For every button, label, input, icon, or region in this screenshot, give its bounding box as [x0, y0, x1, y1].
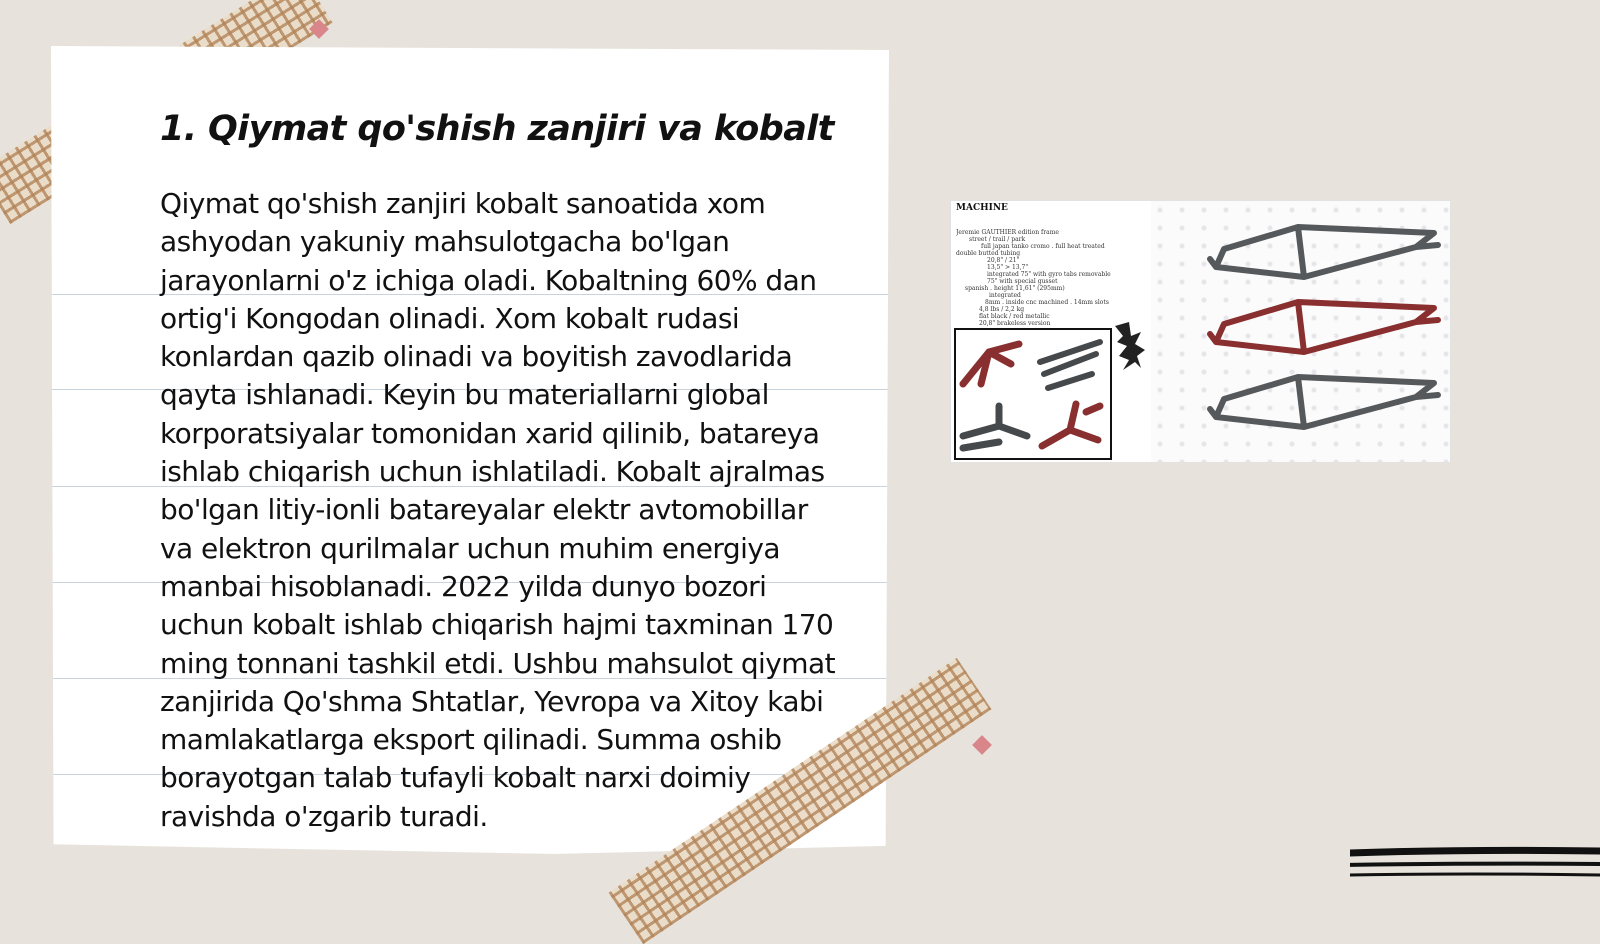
spec-line: 75" with special gusset	[987, 278, 1058, 285]
detail-thumbnails	[954, 328, 1112, 460]
frame-brand-label: MACHINE	[1308, 259, 1338, 273]
spec-line: integrated 75" with gyro tabs removable	[987, 271, 1111, 278]
brand-label: MACHINE	[956, 203, 1008, 213]
tape-nick-bottom	[972, 735, 992, 755]
spec-line: 13,5" > 13,7"	[987, 264, 1029, 271]
spec-line: 4,8 lbs / 2,2 kg	[979, 306, 1025, 313]
frame-brand-label: MACHINE	[1308, 409, 1338, 423]
spec-line: 8mm . inside cnc machined . 14mm slots	[985, 299, 1109, 306]
spec-line: double butted tubing	[956, 250, 1021, 257]
bike-frame-2	[1210, 302, 1438, 352]
slide-title: 1. Qiymat qo'shish zanjiri va kobalt	[160, 109, 834, 149]
bike-frame-3	[1210, 377, 1438, 427]
slide-body-text: Qiymat qo'shish zanjiri kobalt sanoatida xom ashyodan yakuniy mahsulotgacha bo'lgan jarayonlarni o'z ichiga oladi. Kobaltning 60% dan ortig'i Kongodan olinadi. Xom kobalt rudasi konlardan qazib olinadi va boyitish zavodlarida qayta ishlanadi. Keyin bu materiallarni global korporatsiyalar tomonidan xarid qilinib, batareya ishlab chiqarish uchun ishlatiladi. Kobalt ajralmas bo'lgan litiy-ionli batareyalar elektr avtomobillar va elektron qurilmalar uchun muhim energiya manbai hisoblanadi. 2022 yilda dunyo bozori uchun kobalt ishlab chiqarish hajmi taxminan 170 ming tonnani tashkil etdi. Ushbu mahsulot qiymat zanjirida Qo'shma Shtatlar, Yevropa va Xitoy kabi mamlakatlarga eksport qilinadi. Summa oshib borayotgan talab tufayli kobalt narxi doimiy ravishda o'zgarib turadi.	[160, 187, 836, 833]
thumb-red-bottom-bracket	[1034, 396, 1106, 456]
bike-frame-product-image	[950, 200, 1451, 463]
spec-line: full japan tanko cromo . full heat treated	[981, 243, 1105, 250]
spec-line: Jeremie GAUTHIER edition frame	[956, 229, 1059, 236]
spec-line: flat black / red metallic	[979, 313, 1050, 320]
bike-frames	[1206, 219, 1446, 449]
spec-line: 20,8" brakeless version	[979, 320, 1051, 327]
spec-line: integrated	[989, 292, 1021, 299]
spec-line: 20,8" / 21"	[987, 257, 1020, 264]
thumb-grey-tubes	[1034, 334, 1106, 394]
thumb-grey-headtube	[959, 396, 1031, 456]
thumb-red-dropout	[959, 334, 1031, 394]
decorative-brush-lines	[1350, 845, 1600, 895]
spec-line: spanish . height 11,61" (295mm)	[965, 285, 1065, 292]
bike-frame-1	[1210, 227, 1438, 277]
spec-line: street / trail / park	[969, 236, 1026, 243]
paint-splash-icon	[1111, 316, 1147, 376]
frame-brand-label: MACHINE	[1308, 334, 1338, 348]
